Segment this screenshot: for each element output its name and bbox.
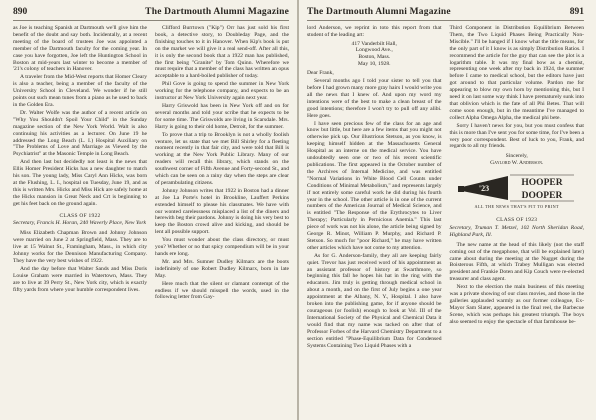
- paragraph: The new name at the head of this likely (not the staff coming out of the megaphone, that will be explained later) came about during the meeting at the Nugget during the Boisterous Fifth, at which Trabey Mulligan was elected president and Frankie Doten and Kip Couch were re-elected treasurer and class agent.: [449, 241, 585, 283]
- letter-address: [307, 41, 442, 67]
- paragraph: Mr. and Mrs. Sumner Dudley Kilmarx are the boots indefinitely of one Robert Dudley Kilmarx, born in late May.: [155, 258, 289, 279]
- megaphone-mouthpiece: [458, 186, 464, 192]
- paragraph: I have seen precious few of the class for an age and know but little, but here are a few items that you might not otherwise pick up. Our illustrious Stetson, as you know, is keeping himself hidden at the Massachusetts General Hospital as an interne on the medical service. You have undoubtedly seen one or two of his recent scientific publications. The first appeared in the October number of the Archives of Internal Medicine, and was entitled "Normal Variations in White Blood Cell Counts under Conditions of Minimal Metabolism," and represents largely if not entirely some careful work he did during his fourth year in the school. The other article is in one of the current numbers of the American Journal of Medical Science, and is entitled "The Response of the Erythrocytes to Liver Therapy; Particularly in Pernicious Anemia." This last piece of work was not his alone, the article being signed by George R. Minot, William P. Murphy, and Richard P. Stetson. So much for "poor Richard," he may have written other articles which have not come to my attention.: [307, 120, 442, 251]
- paragraph: And the day before that Walter Sands and Miss Doris Louise Graham were married in Watertown, Mass. They are to live at 39 Perry St., New York city, which is exactly fifty yards from where your humble correspondent lives.: [13, 265, 147, 293]
- left-column-1: [13, 25, 147, 302]
- paragraph: Next to the election the main business of this meeting was a private showing of our class movies, and those in the galleries applauded warmly as our former colleague, Ex-Mayor Sam Slater, appeared in the final reel, the Barbecue Scene, which was perhaps his greatest triumph. The boys also seemed to enjoy the spectacle of that farmhouse be-: [449, 284, 584, 325]
- class-secretary-1922: Secretary, Francis H. Horan, 240 Waverly Place, New York: [13, 220, 146, 227]
- paragraph: Several months ago I told your sister to tell you that before I had grown many more gray hairs I would write you all the news that I knew of. And upon my word my intentions were of the best to make a clean breast of the good intentions; therefore I won't try to pull off any alibi. Here goes.: [307, 78, 442, 119]
- address-line: May 10, 1928.: [357, 60, 391, 67]
- left-page-header: [13, 7, 289, 21]
- address-line: Boston, Mass.: [358, 54, 391, 60]
- class-heading-1923: CLASS OF 1923: [496, 217, 538, 224]
- paragraph: as Joe is teaching Spanish at Dartmouth we'll give him the benefit of the doubt and say both. Incidentally, at a recent meeting of the board of trustees Joe was appointed a member of the Dartmouth faculty for the coming year. In case you have forgotten, Joe left the Huntington School in Boston at mid-years last winter to become a member of '21's colony of teachers in Hanover.: [13, 25, 147, 73]
- paragraph: Dr. Walter Wolfe was the author of a recent article on "Why You Shouldn't Spoil Your Child" in the Sunday magazine section of the New York World. Walt is also continuing his activities as a lecturer. On June 19 he addressed the Long Beach (L. I.) Hospital Auxiliary on "The Problems of Love and Marriage as Viewed by the Psychiatrist" at the Masonic Temple in Long Beach.: [13, 109, 147, 158]
- right-column-1: [307, 25, 442, 350]
- page-number-left: 890: [13, 7, 28, 17]
- banner-word-dooper: DOOPER: [521, 191, 563, 202]
- letter-closing-block: [450, 153, 585, 167]
- paragraph: Johnny Johnson writes that 1922 in Boston had a dinner at Joe La Porte's hotel in Brookline, Lauffert Perkins extended himself to please his classmates. We have with our wonted carelessness misplaced a list of the diners and herewith beg their pardons. Johnny is doing his very best to keep the Boston crowd alive and kicking, and should be lent all possible support.: [155, 187, 289, 236]
- letter-salutation: Dear Frank,: [307, 70, 334, 77]
- paragraph: Third Component in Distribution Equilibrium Between Them, the Two Liquid Phases Being Practically Non-Miscible." I'll be hanged if I know what the title means, for the only part of it I know is as simply Distribution Ratios. I recommend the article for the guy that can see the plot is a logarithm table. It was my final bow as a chemist, representing one week after my back in 1924, the summer before I came to medical school, but the editors have just got around to that particular volume. Pardon me for appearing to blow my own horn by mentioning this, but I need it on last some way think I have prematurely sunk into that oblivion which is the fate of all Phi Betes. That will come soon enough, but in the meantime I've managed to collect Alpha Omega Alpha, the medical phi bete.: [449, 25, 584, 121]
- paragraph: You must wonder about the class directory, or must you? Whether or no that spicy compendium will be in your hands ere long.: [155, 237, 289, 257]
- page-number-right: 891: [569, 7, 584, 17]
- left-page-columns: [13, 25, 289, 302]
- running-title-left: The Dartmouth Alumni Magazine: [145, 7, 289, 17]
- paragraph: Miss Elizabeth Chapman Brown and Johnny Johnson were married on June 2 at Springfield, Mass. They are to live at 15 Walnut St., Framingham, Mass., in which city Johnny works for the Dennison Manufacturing Company. They have the very best wishes of 1922.: [13, 230, 147, 264]
- banner-caption: ALL THE NEWS THAT'S FIT TO PRINT: [474, 204, 559, 210]
- paragraph: Here much that the silent or clamant contempt of the endless if we should misspell the words, used in the following letter from Gay-: [155, 280, 289, 301]
- left-page: [0, 0, 297, 420]
- right-column-2: [450, 25, 585, 350]
- paragraph: Harry Griswold has been in New York off and on for several months and told your scribe that he expects to be for some time. The Griswolds are living in Scarsdale. Mrs. Harry is going to their old home, Detroit, for the summer.: [155, 102, 289, 130]
- banner-word-hooper: HOOPER: [521, 178, 563, 189]
- address-line: Longwood Ave.,: [355, 47, 393, 54]
- paragraph: Sorry I haven't news for you, but you must confess that this is more than I've sent you for some time, for I've been a very poor correspondent. Best of luck to you, Frank, and regards to all my friends.: [449, 122, 584, 150]
- banner-class-year: '23: [478, 184, 489, 194]
- letter-closing: Sincerely,: [505, 153, 528, 160]
- paragraph: A traveler from the Mid-West reports that Homer Cleary is also a teacher, being a member of the faculty of the University School in Cleveland. We wonder if he still points out such mean tunes from a piano as he used to back in the Golden Era.: [13, 74, 147, 108]
- paragraph: Phil Gove is going to spend the summer in New York working for the telephone company, and expects to be an instructor at New York University again next year.: [155, 81, 289, 102]
- paragraph: lord Anderson, we reprint in toto this report from that student of the leading art:: [307, 25, 442, 38]
- paragraph: To prove that a trip to Brooklyn is not a wholly foolish venture, let us state that we met Bill Shirley for a fleeting moment recently in that fair city, and were told that Bill is working at the New York Public Library. Many of our readers will recall this library, which stands on the southwest corner of Fifth Avenue and Forty-second St., and which can be seen on a rainy day when the steps are clear of perambulating citizens.: [155, 131, 289, 186]
- paragraph: And then last but decidedly not least is the news that Ellis Homer President Hicks has a new daughter to match his son. The young lady, Miss Caryl Ann Hicks, was born at the Flushing, L. I., hospital on Tuesday, June 19, and as this is written Mrs. Hicks and Miss Hick are safely home at the Hicks mansion in Great Neck and Crt is beginning to get his feet back on the ground again.: [13, 159, 147, 207]
- right-page-columns: [307, 25, 584, 350]
- letter-signature: Gaylord W. Anderson.: [490, 160, 544, 167]
- hooper-dooper-banner: [450, 173, 585, 211]
- right-page: [299, 0, 596, 420]
- right-page-header: [307, 7, 584, 21]
- paragraph: Clifford Burrtown ("Kip") Orr has just sold his first book, a detective story, to Doubleday Page, and the finishing touches to it in Hanover. When Kip's book is put on the market we will give it a real send-off. After all this, it is only the second book that a 1922 man has published, the first being "Granite" by Tom Quinn. Wherefore we must require that a member of the class has written an opus acceptable to a hard-boiled publisher of today.: [155, 25, 289, 80]
- address-line: 417 Vanderbilt Hall,: [351, 40, 397, 47]
- left-column-2: [155, 25, 289, 302]
- megaphone-logo: [458, 173, 576, 203]
- class-secretary-1923: Secretary, Truman T. Metzel, 102 North Sheridan Road, Highland Park, Ill.: [449, 224, 584, 238]
- paragraph: As for G. Anderson-family, they all are keeping fairly quiet. Trevor has just received word of his appointment as an assistant professor of history at Swarthmore, so beginning this fall he hopes his hat in the ring with the educators. Jim truly is getting through medical school in about a month, and on the first of July begins a one year appointment at the Albany, N. Y., Hospital. I also have broken into the publishing game, for if anyone should be courageous (or foolish) enough to look at Vol. III of the International Society of the Physical and Chemical Data it would find that my name was tacked on after that of Professor Forbes of the Harvard Chemistry Department to a section entitled "Phase-Equilibrium Data for Condensed Systems Containing Two Liquid Phases with a: [307, 252, 442, 349]
- class-heading-1922: CLASS OF 1922: [59, 212, 101, 219]
- running-title-right: The Dartmouth Alumni Magazine: [307, 7, 451, 17]
